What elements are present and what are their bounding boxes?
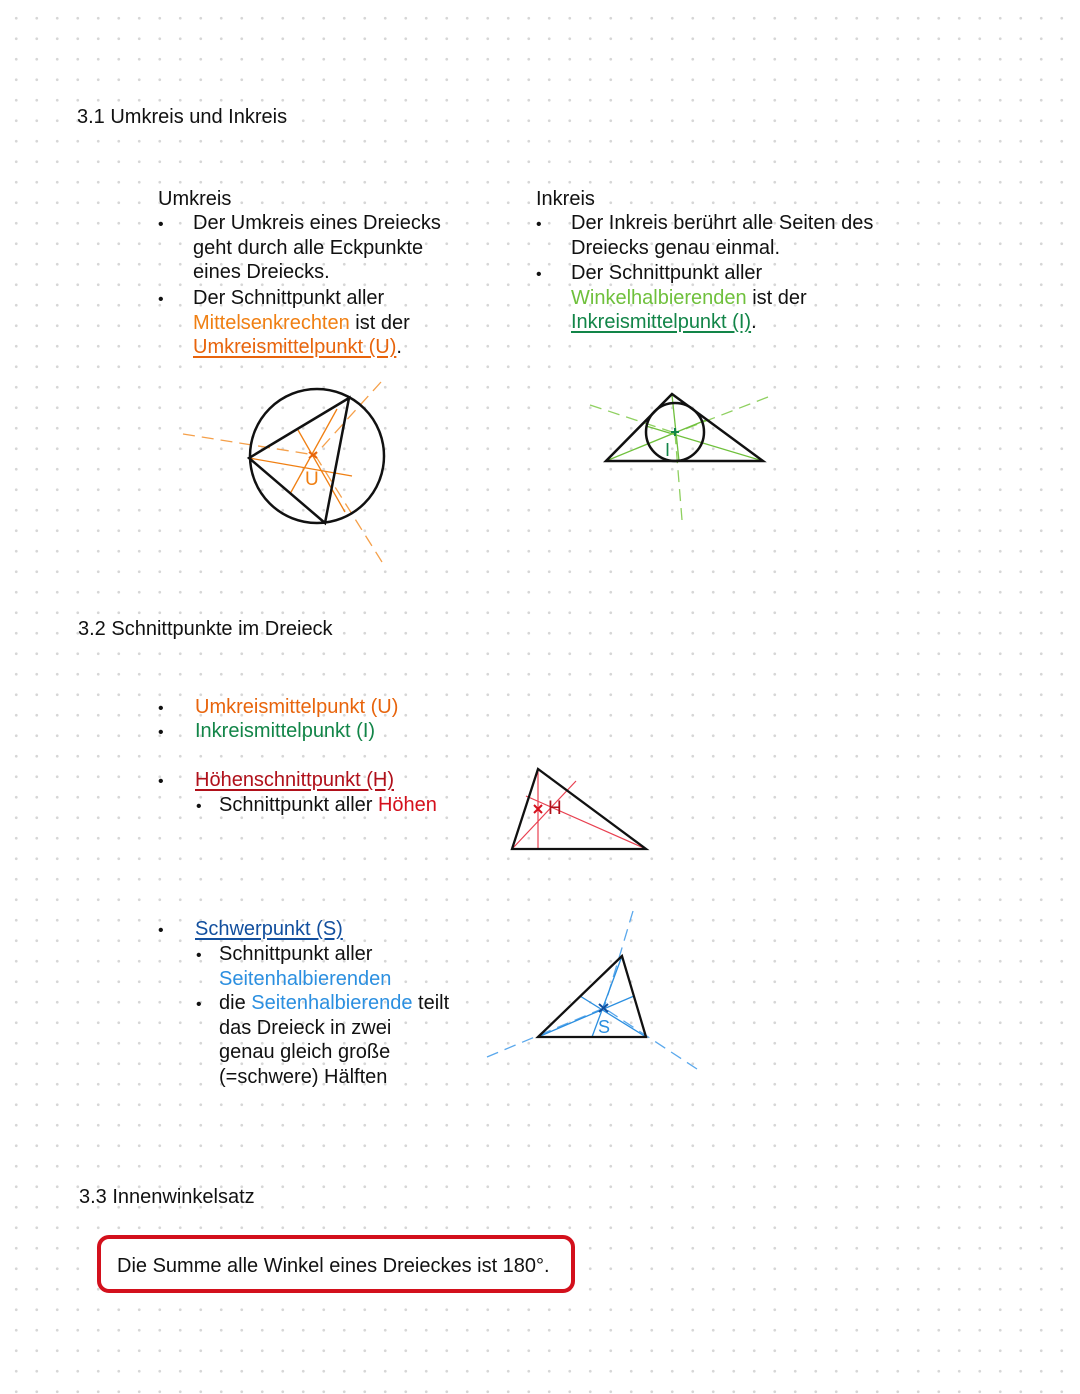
innenwinkel-statement: Die Summe alle Winkel eines Dreieckes ist 180°. xyxy=(117,1255,550,1277)
hoehen-term: Höhen xyxy=(377,794,437,816)
bullet-icon: • xyxy=(536,216,542,233)
section-title-3-1: 3.1 Umkreis und Inkreis xyxy=(77,106,288,128)
umkreis-heading: Umkreis xyxy=(158,188,232,210)
schwer-label-s: S xyxy=(598,1017,611,1037)
winkelhalbierende-line xyxy=(675,433,682,520)
inkreis-label-i: I xyxy=(665,440,671,460)
seitenhalbierende-line xyxy=(604,1008,697,1069)
bullet-icon: • xyxy=(196,996,202,1013)
inkreis-bullet-2: Der Schnittpunkt aller Winkelhalbierenden ist der Inkreismittelpunkt (I). xyxy=(571,262,807,334)
bullet-icon: • xyxy=(158,700,164,717)
schwerpunkt-figure xyxy=(480,905,705,1080)
mittelsenkrechten-term: Mittelsenkrechten xyxy=(193,311,350,334)
hoehen-subitem: Schnittpunkt aller Höhen xyxy=(219,794,437,816)
section-title-3-3: 3.3 Innenwinkelsatz xyxy=(79,1186,255,1208)
inkreismittelpunkt-item: Inkreismittelpunkt (I) xyxy=(195,720,376,742)
seitenhalbierende-line xyxy=(487,1008,604,1057)
umkreismittelpunkt-term: Umkreismittelpunkt (U) xyxy=(193,336,397,359)
bullet-icon: • xyxy=(158,773,164,790)
inkreis-bullet-1: Der Inkreis berührt alle Seiten des Dreiecks genau einmal. xyxy=(571,212,874,259)
bullet-icon: • xyxy=(158,922,164,939)
winkelhalbierende-line xyxy=(590,405,675,433)
section-title-3-2: 3.2 Schnittpunkte im Dreieck xyxy=(78,618,333,640)
seitenhalbierenden-term: Seitenhalbierenden xyxy=(219,967,392,990)
seitenhalbierende-term: Seitenhalbierende xyxy=(251,992,413,1014)
bullet-icon: • xyxy=(196,798,202,815)
umkreis-label-u: U xyxy=(305,469,319,490)
bullet-icon: • xyxy=(536,266,542,283)
inkreismittelpunkt-term: Inkreismittelpunkt (I) xyxy=(571,311,752,334)
inkreis-heading: Inkreis xyxy=(536,188,595,210)
winkelhalbierenden-term: Winkelhalbierenden xyxy=(571,286,747,309)
bullet-icon: • xyxy=(158,724,164,741)
hoehen-triangle xyxy=(512,769,646,849)
hoehen-label-h: H xyxy=(548,798,562,819)
umkreis-figure xyxy=(170,375,410,570)
innenwinkel-box xyxy=(97,1235,575,1293)
schwerpunkt-item: Schwerpunkt (S) xyxy=(195,918,343,940)
seitenhalbierende-solid xyxy=(538,996,634,1037)
inkreis-figure xyxy=(580,385,780,525)
hoehenschnittpunkt-figure xyxy=(505,760,655,860)
inkreismittelpunkt-marker xyxy=(671,428,679,436)
bullet-icon: • xyxy=(158,216,164,233)
bullet-icon: • xyxy=(196,947,202,964)
schwerpunkt-subitem-2: die Seitenhalbierende teilt das Dreieck in zwei genau gleich große (=schwere) Hälften xyxy=(219,992,450,1088)
umkreis-bullet-2: Der Schnittpunkt aller Mittelsenkrechten ist der Umkreismittelpunkt (U). xyxy=(193,287,410,359)
umkreis-circle xyxy=(250,389,384,523)
schwerpunkt-subitem-1: Schnittpunkt aller Seitenhalbierenden xyxy=(219,943,392,990)
umkreis-bullet-1: Der Umkreis eines Dreiecks geht durch alle Eckpunkte eines Dreiecks. xyxy=(193,212,441,284)
umkreismittelpunkt-item: Umkreismittelpunkt (U) xyxy=(195,696,399,718)
hoehenschnittpunkt-item: Höhenschnittpunkt (H) xyxy=(195,769,394,791)
bullet-icon: • xyxy=(158,291,164,308)
